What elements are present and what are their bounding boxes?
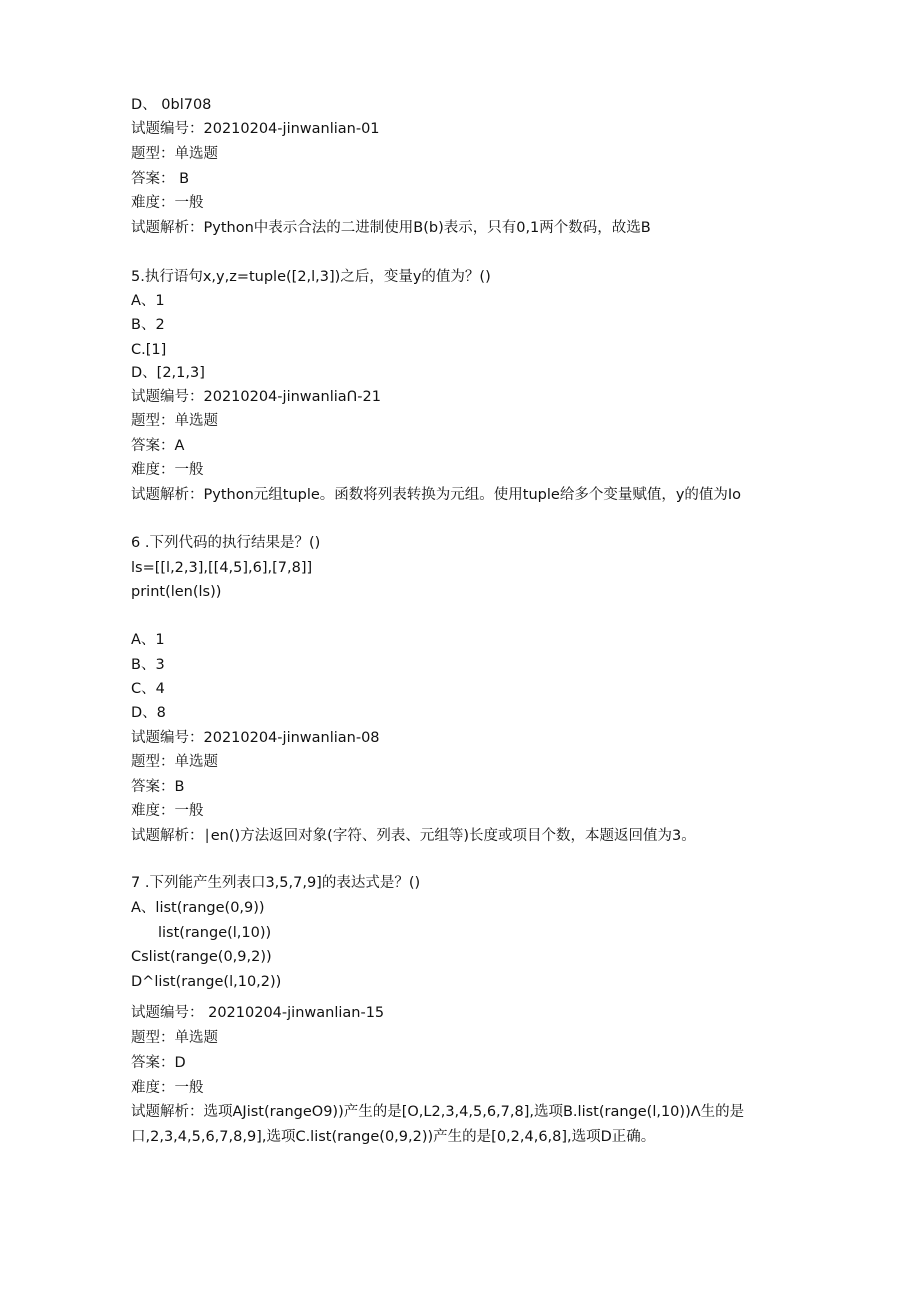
q5-type: 题型：单选题 [131, 413, 218, 429]
q6-option-d: D、8 [131, 705, 166, 721]
q5-option-c: C.[1] [131, 342, 167, 358]
q5-option-a: A、1 [131, 293, 165, 309]
q6-id: 试题编号：20210204-jinwanlian-08 [131, 730, 380, 746]
q7-option-a: A、list(range(0,9)) [131, 900, 265, 916]
q7-id: 试题编号： 20210204-jinwanlian-15 [131, 1005, 385, 1021]
q6-type: 题型：单选题 [131, 754, 218, 770]
q6-answer: 答案：B [131, 779, 185, 795]
q4-analysis: 试题解析：Python中表示合法的二进制使用B(b)表示，只有0,1两个数码，故选B [131, 220, 651, 236]
q4-type: 题型：单选题 [131, 146, 218, 162]
q6-difficulty: 难度：一般 [131, 803, 204, 819]
q7-option-b: list(range(l,10)) [158, 925, 272, 941]
q7-question: 7 .下列能产生列表口3,5,7,9]的表达式是？() [131, 875, 421, 891]
q7-difficulty: 难度：一般 [131, 1080, 204, 1096]
q5-option-b: B、2 [131, 317, 165, 333]
q7-answer: 答案：D [131, 1055, 186, 1071]
q4-id: 试题编号：20210204-jinwanlian-01 [131, 121, 380, 137]
q4-option-d: D、 0bl708 [131, 97, 212, 113]
q6-question: 6 .下列代码的执行结果是？() [131, 535, 321, 551]
q6-option-c: C、4 [131, 681, 165, 697]
q6-code-line: print(len(ls)) [131, 584, 222, 600]
q7-option-c: Cslist(range(0,9,2)) [131, 949, 272, 965]
q6-option-a: A、1 [131, 632, 165, 648]
q6-analysis: 试题解析：∣en()方法返回对象(字符、列表、元组等)长度或项目个数，本题返回值为3。 [131, 828, 696, 844]
q4-difficulty: 难度：一般 [131, 195, 204, 211]
q7-option-d: D^list(range(l,10,2)) [131, 974, 282, 990]
q5-difficulty: 难度：一般 [131, 462, 204, 478]
q7-analysis: 试题解析：选项AJist(rangeO9))产生的是[O,L2,3,4,5,6,7,8],选项B.list(range(l,10))Λ生的是 [131, 1104, 745, 1120]
q7-analysis: 口,2,3,4,5,6,7,8,9],选项C.list(range(0,9,2))产生的是[0,2,4,6,8],选项D正确。 [131, 1129, 656, 1145]
q5-analysis: 试题解析：Python元组tuple。函数将列表转换为元组。使用tuple给多个变量赋值，y的值为Io [131, 487, 742, 503]
q6-option-b: B、3 [131, 657, 165, 673]
q7-type: 题型：单选题 [131, 1030, 218, 1046]
q6-code-line: ls=[[l,2,3],[[4,5],6],[7,8]] [131, 560, 313, 576]
q4-answer: 答案： B [131, 171, 190, 187]
q5-option-d: D、[2,1,3] [131, 365, 205, 381]
q5-answer: 答案：A [131, 438, 185, 454]
q5-question: 5.执行语句x,y,z=tuple([2,l,3])之后，变量y的值为？() [131, 269, 491, 285]
q5-id: 试题编号：20210204-jinwanliaՈ-21 [131, 389, 381, 405]
